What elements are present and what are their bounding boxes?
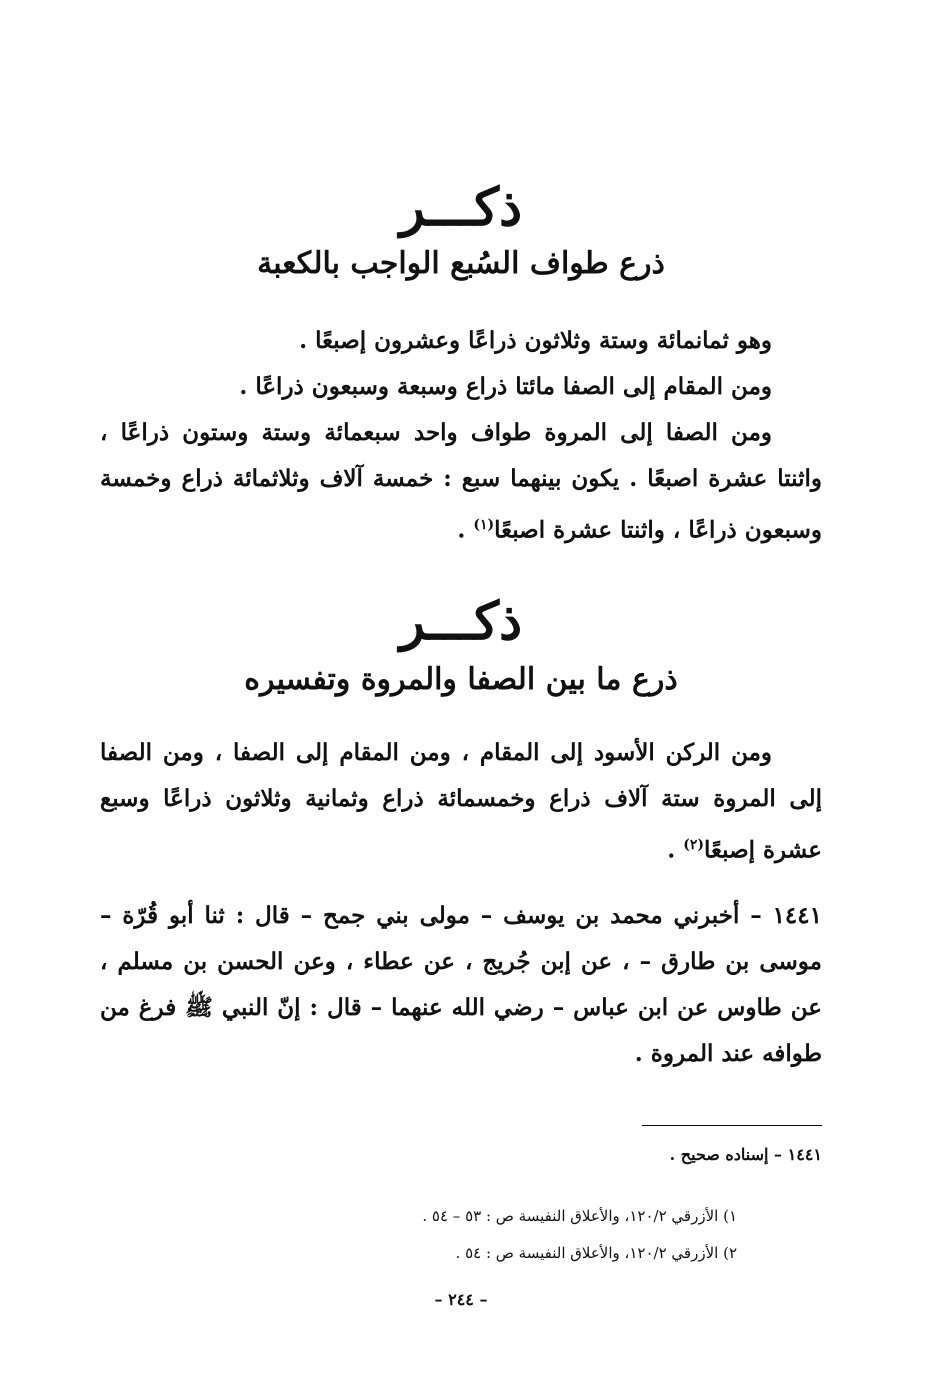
footnote-grading: ١٤٤١ – إسناده صحيح . xyxy=(669,1145,822,1164)
paragraph-3-text: ومن الصفا إلى المروة طواف واحد سبعمائة وستة وستون ذراعًا ، واثنتا عشرة اصبعًا . يكون بينهما سبع : خمسة آلاف وثلاثمائة ذراع وخمسة وسبعون ذراعًا ، واثنتا عشرة اصبعًا xyxy=(100,419,822,544)
footnote-2: ٢) الأزرقي ١٢٠/٢، والأعلاق النفيسة ص : ٥٤ . xyxy=(455,1244,737,1262)
footnote-ref-1: (١) xyxy=(473,517,495,533)
footnote-ref-2: (٢) xyxy=(683,837,705,853)
section-title-2: ذرع ما بين الصفا والمروة وتفسيره xyxy=(244,662,678,697)
footnote-1: ١) الأزرقي ١٢٠/٢، والأعلاق النفيسة ص : ٥٣ – ٥٤ . xyxy=(422,1207,737,1225)
document-page xyxy=(100,0,822,1380)
section-heading-word-2: ذكـــر xyxy=(399,591,523,652)
paragraph-1: وهو ثمانمائة وستة وثلاثون ذراعًا وعشرون إصبعًا . xyxy=(299,327,772,354)
section-title-1: ذرع طواف السُبع الواجب بالكعبة xyxy=(257,246,665,281)
footnote-divider xyxy=(642,1125,822,1126)
section-heading-word-1: ذكـــر xyxy=(399,177,523,238)
paragraph-4-text: ومن الركن الأسود إلى المقام ، ومن المقام إلى الصفا ، ومن الصفا إلى المروة ستة آلاف ذراع وخمسمائة ذراع وثمانية وثلاثون ذراعًا وسبع عشرة إصبعًا xyxy=(100,739,822,864)
paragraph-3 xyxy=(100,410,822,554)
paragraph-4 xyxy=(100,730,822,874)
paragraph-4-end: . xyxy=(667,836,684,864)
hadith-paragraph: ١٤٤١ – أخبرني محمد بن يوسف – مولى بني جمح – قال : ثنا أبو قُرّة – موسى بن طارق – ، عن إبن جُريج ، عن عطاء ، وعن الحسن بن مسلم ، عن طاوس عن ابن عباس – رضي الله عنهما – قال : إنّ النبي ﷺ فرغ من طوافه عند المروة . xyxy=(100,902,822,1067)
paragraph-2: ومن المقام إلى الصفا مائتا ذراع وسبعة وسبعون ذراعًا . xyxy=(239,373,772,400)
paragraph-3-end: . xyxy=(457,516,474,544)
page-number: – ٢٤٤ – xyxy=(434,1290,488,1309)
